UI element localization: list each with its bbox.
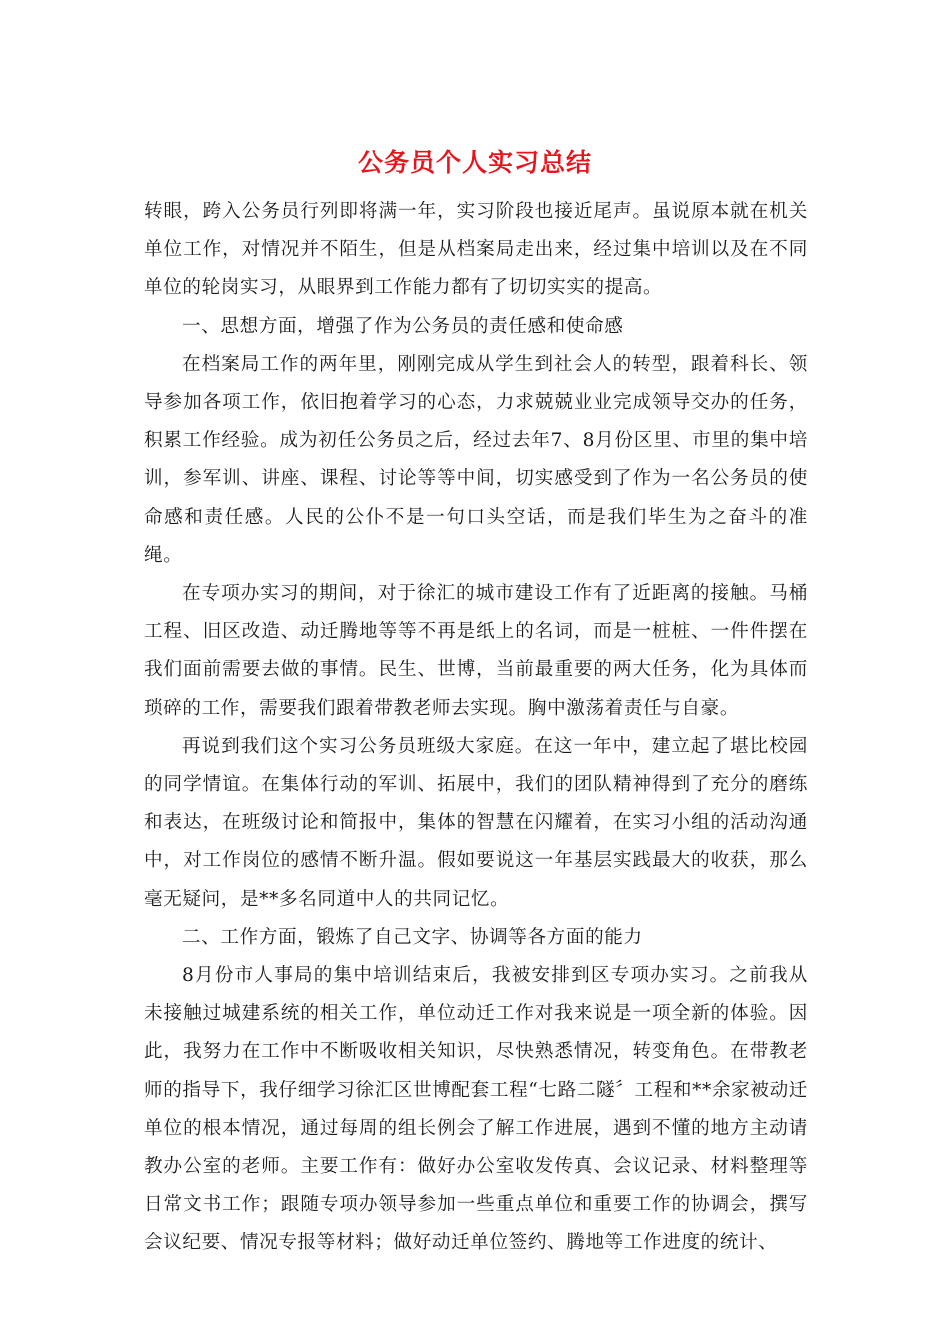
section-heading-ideology: 一、思想方面，增强了作为公务员的责任感和使命感 — [182, 315, 624, 337]
paragraph-intro: 转眼，跨入公务员行列即将满一年，实习阶段也接近尾声。虽说原本就在机关单位工作，对情况并不陌生，但是从档案局走出来，经过集中培训以及在不同单位的轮岗实习，从眼界到工作能力都有了切切实实的提高。 — [144, 201, 808, 299]
section-heading-work: 二、工作方面，锻炼了自己文字、协调等各方面的能力 — [182, 926, 643, 948]
paragraph-work-details: 8月份市人事局的集中培训结束后，我被安排到区专项办实习。之前我从未接触过城建系统的相关工作，单位动迁工作对我来说是一项全新的体验。因此，我努力在工作中不断吸收相关知识，尽快熟悉情况，转变角色。在带教老师的指导下，我仔细学习徐汇区世博配套工程“七路二隧〞工程和**余家被动迁单位的根本情况，通过每周的组长例会了解工作进展，遇到不懂的地方主动请教办公室的老师。主要工作有：做好办公室收发传真、会议记录、材料整理等日常文书工作；跟随专项办领导参加一些重点单位和重要工作的协调会，撰写会议纪要、情况专报等材料；做好动迁单位签约、腾地等工作进度的统计、 — [144, 965, 808, 1254]
document-body — [144, 193, 808, 1263]
document-title: 公务员个人实习总结 — [357, 148, 592, 177]
paragraph-special-office: 在专项办实习的期间，对于徐汇的城市建设工作有了近距离的接触。马桶工程、旧区改造、动迁腾地等等不再是纸上的名词，而是一桩桩、一件件摆在我们面前需要去做的事情。民生、世博，当前最重要的两大任务，化为具体而琐碎的工作，需要我们跟着带教老师去实现。胸中激荡着责任与自豪。 — [144, 583, 808, 719]
paragraph-archives-bureau: 在档案局工作的两年里，刚刚完成从学生到社会人的转型，跟着科长、领导参加各项工作，依旧抱着学习的心态，力求兢兢业业完成领导交办的任务，积累工作经验。成为初任公务员之后，经过去年7、8月份区里、市里的集中培训，参军训、讲座、课程、讨论等等中间，切实感受到了作为一名公务员的使命感和责任感。人民的公仆不是一句口头空话，而是我们毕生为之奋斗的准绳。 — [144, 353, 808, 566]
paragraph-class-family: 再说到我们这个实习公务员班级大家庭。在这一年中，建立起了堪比校园的同学情谊。在集体行动的军训、拓展中，我们的团队精神得到了充分的磨练和表达，在班级讨论和简报中，集体的智慧在闪耀着，在实习小组的活动沟通中，对工作岗位的感情不断升温。假如要说这一年基层实践最大的收获，那么毫无疑问，是**多名同道中人的共同记忆。 — [144, 735, 808, 910]
